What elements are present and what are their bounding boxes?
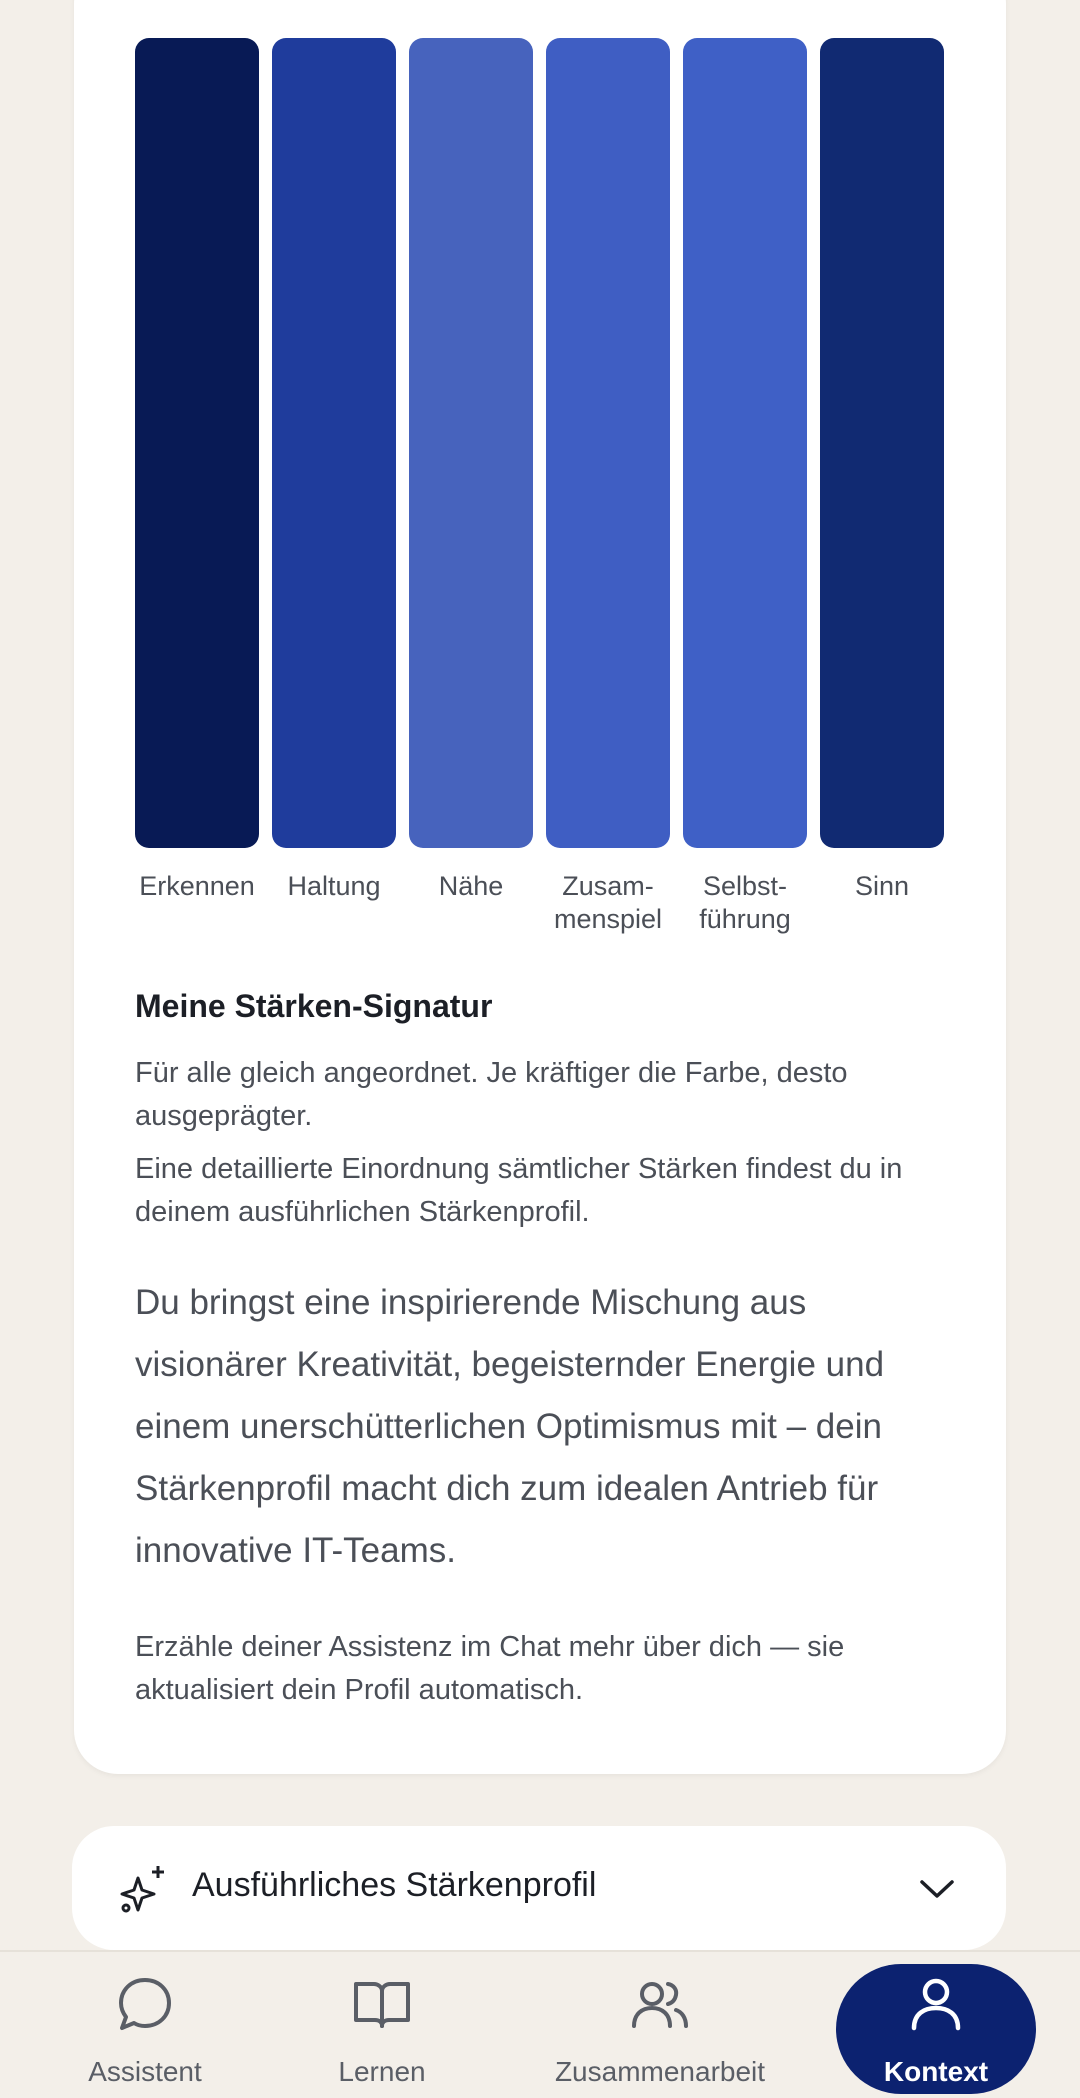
sparkles-icon <box>120 1864 170 1914</box>
strength-stripe <box>409 38 533 848</box>
strength-stripes <box>135 38 945 848</box>
nav-label-kontext: Kontext <box>883 2056 989 2087</box>
chat-bubble-icon <box>115 1974 175 2034</box>
strength-stripe <box>546 38 670 848</box>
book-icon <box>352 1974 412 2034</box>
nav-item-kontext[interactable] <box>836 1952 1036 2098</box>
strength-stripe-label: Erkennen <box>139 871 255 901</box>
nav-label-assistent: Assistent <box>88 2056 202 2087</box>
detailed-profile-accordion[interactable] <box>72 1826 1006 1950</box>
strength-stripe <box>820 38 944 848</box>
strength-stripe-label: Sinn <box>854 871 910 901</box>
assistant-hint: Erzähle deiner Assistenz im Chat mehr über dich — sie aktualisiert dein Profil automatisch. <box>135 1631 845 1706</box>
strength-stripe-label: Zusam- menspiel <box>553 871 663 934</box>
nav-item-zusammenarbeit[interactable] <box>540 1952 780 2098</box>
strength-stripe <box>272 38 396 848</box>
detailed-profile-title: Ausführliches Stärkenprofil <box>192 1866 597 1904</box>
nav-label-zusammenarbeit: Zusammenarbeit <box>554 2056 766 2087</box>
users-icon <box>630 1974 690 2034</box>
nav-item-lernen[interactable] <box>307 1952 457 2098</box>
signature-summary: Du bringst eine inspirierende Mischung aus visionärer Kreativität, begeisternder Energie und einem unerschütterlichen Optimismus mit – dein Stärkenprofil macht dich zum idealen Antrieb für innovative IT-Teams. <box>135 1283 885 1570</box>
strength-stripe-label: Selbst- führung <box>699 871 791 934</box>
user-icon <box>906 1974 966 2034</box>
signature-explanation: Für alle gleich angeordnet. Je kräftiger die Farbe, desto ausgeprägter. <box>135 1057 848 1132</box>
strength-stripe-label: Haltung <box>287 871 381 901</box>
nav-label-lernen: Lernen <box>338 2056 426 2087</box>
strength-stripe-label: Nähe <box>438 871 504 901</box>
strength-stripe <box>135 38 259 848</box>
signature-title: Meine Stärken-Signatur <box>135 988 493 1024</box>
signature-detail-hint: Eine detaillierte Einordnung sämtlicher Stärken findest du in deinem ausführlichen Stärkenprofil. <box>135 1153 903 1228</box>
bottom-navigation <box>0 1950 1080 2096</box>
nav-item-assistent[interactable] <box>70 1952 220 2098</box>
strength-stripe <box>683 38 807 848</box>
chevron-down-icon[interactable] <box>918 1870 956 1908</box>
